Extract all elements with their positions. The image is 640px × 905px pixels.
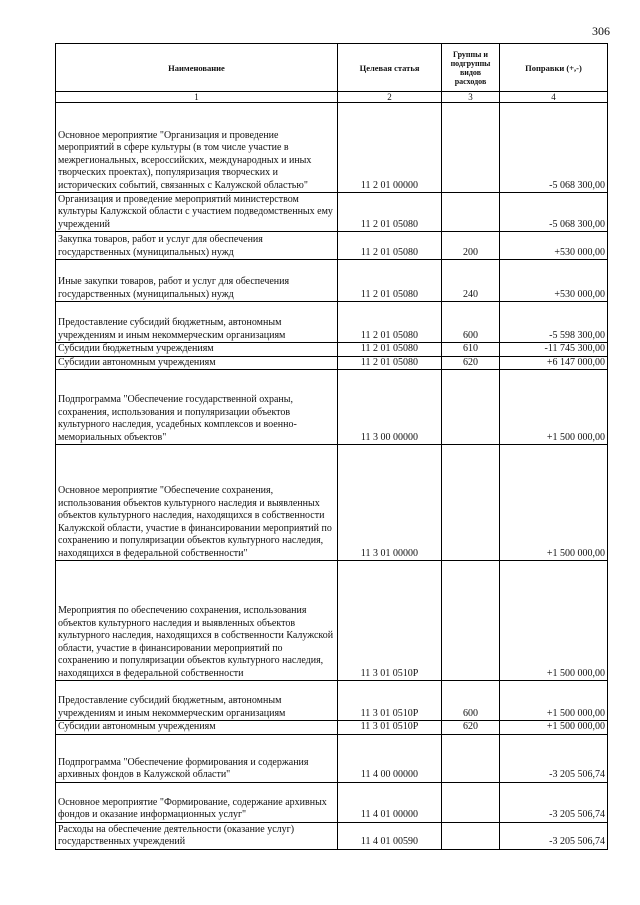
column-number: 4 <box>500 92 608 103</box>
row-name: Мероприятия по обеспечению сохранения, использования объектов культурного наследия и выявленных объектов культурного наследия, находящихся в собственности Калужской области, участие в финансировании мероприятий по сохранению и популяризации объектов культурного наследия, находящихся в федеральной собственности <box>56 561 338 681</box>
row-target-article: 11 2 01 00000 <box>338 103 442 193</box>
row-name: Субсидии бюджетным учреждениям <box>56 343 338 357</box>
row-amount: +1 500 000,00 <box>500 370 608 445</box>
page-number: 306 <box>592 24 610 38</box>
row-expense-type: 620 <box>442 356 500 370</box>
row-target-article: 11 2 01 05080 <box>338 302 442 343</box>
table-row <box>56 356 608 370</box>
header-amendments: Поправки (+,-) <box>500 44 608 92</box>
budget-amendments-table <box>55 43 608 850</box>
row-target-article: 11 3 01 0510Р <box>338 561 442 681</box>
row-expense-type <box>442 734 500 782</box>
header-name: Наименование <box>56 44 338 92</box>
row-expense-type: 600 <box>442 681 500 721</box>
table-row <box>56 561 608 681</box>
row-target-article: 11 2 01 05080 <box>338 232 442 260</box>
table-row <box>56 103 608 193</box>
row-amount: +530 000,00 <box>500 260 608 302</box>
row-amount: +1 500 000,00 <box>500 681 608 721</box>
row-amount: -5 068 300,00 <box>500 103 608 193</box>
table-row <box>56 681 608 721</box>
row-target-article: 11 2 01 05080 <box>338 193 442 232</box>
row-target-article: 11 2 01 05080 <box>338 260 442 302</box>
row-expense-type <box>442 782 500 822</box>
table-row <box>56 302 608 343</box>
table-row <box>56 370 608 445</box>
row-target-article: 11 3 01 0510Р <box>338 721 442 735</box>
column-number: 1 <box>56 92 338 103</box>
row-target-article: 11 2 01 05080 <box>338 343 442 357</box>
row-expense-type <box>442 445 500 561</box>
row-amount: +6 147 000,00 <box>500 356 608 370</box>
row-name: Закупка товаров, работ и услуг для обеспечения государственных (муниципальных) нужд <box>56 232 338 260</box>
table-row <box>56 232 608 260</box>
row-amount: +1 500 000,00 <box>500 445 608 561</box>
row-name: Субсидии автономным учреждениям <box>56 356 338 370</box>
row-expense-type: 240 <box>442 260 500 302</box>
row-expense-type <box>442 822 500 849</box>
row-target-article: 11 4 01 00590 <box>338 822 442 849</box>
row-amount: +530 000,00 <box>500 232 608 260</box>
row-amount: -3 205 506,74 <box>500 734 608 782</box>
row-expense-type <box>442 103 500 193</box>
row-amount: +1 500 000,00 <box>500 721 608 735</box>
row-target-article: 11 3 00 00000 <box>338 370 442 445</box>
row-name: Иные закупки товаров, работ и услуг для обеспечения государственных (муниципальных) нужд <box>56 260 338 302</box>
row-target-article: 11 4 00 00000 <box>338 734 442 782</box>
row-name: Расходы на обеспечение деятельности (оказание услуг) государственных учреждений <box>56 822 338 849</box>
row-target-article: 11 4 01 00000 <box>338 782 442 822</box>
table-row <box>56 193 608 232</box>
column-number: 2 <box>338 92 442 103</box>
row-target-article: 11 2 01 05080 <box>338 356 442 370</box>
row-name: Основное мероприятие "Организация и проведение мероприятий в сфере культуры (в том числе участие в межрегиональных, всероссийских, международных и иных творческих проектах), популяризация творческих и исторических событий, связанных с Калужской областью" <box>56 103 338 193</box>
row-expense-type: 610 <box>442 343 500 357</box>
row-name: Предоставление субсидий бюджетным, автономным учреждениям и иным некоммерческим организациям <box>56 302 338 343</box>
table-row <box>56 260 608 302</box>
row-expense-type: 600 <box>442 302 500 343</box>
row-name: Организация и проведение мероприятий министерством культуры Калужской области с участием подведомственных ему учреждений <box>56 193 338 232</box>
row-name: Подпрограмма "Обеспечение формирования и содержания архивных фондов в Калужской области" <box>56 734 338 782</box>
row-target-article: 11 3 01 00000 <box>338 445 442 561</box>
row-expense-type <box>442 561 500 681</box>
row-name: Основное мероприятие "Формирование, содержание архивных фондов и оказание информационных услуг" <box>56 782 338 822</box>
row-amount: -5 598 300,00 <box>500 302 608 343</box>
row-name: Подпрограмма "Обеспечение государственной охраны, сохранения, использования и популяризации объектов культурного наследия, усадебных комплексов и военно-мемориальных объектов" <box>56 370 338 445</box>
table-row <box>56 822 608 849</box>
row-amount: -3 205 506,74 <box>500 782 608 822</box>
table-row <box>56 721 608 735</box>
row-expense-type: 200 <box>442 232 500 260</box>
table-row <box>56 782 608 822</box>
row-amount: -11 745 300,00 <box>500 343 608 357</box>
table-row <box>56 734 608 782</box>
table-row <box>56 445 608 561</box>
table-row <box>56 343 608 357</box>
table-header-row <box>56 44 608 92</box>
row-expense-type <box>442 370 500 445</box>
row-amount: -3 205 506,74 <box>500 822 608 849</box>
row-target-article: 11 3 01 0510Р <box>338 681 442 721</box>
row-expense-type <box>442 193 500 232</box>
header-target-article: Целевая статья <box>338 44 442 92</box>
row-name: Предоставление субсидий бюджетным, автономным учреждениям и иным некоммерческим организациям <box>56 681 338 721</box>
column-number-row <box>56 92 608 103</box>
column-number: 3 <box>442 92 500 103</box>
row-amount: +1 500 000,00 <box>500 561 608 681</box>
row-expense-type: 620 <box>442 721 500 735</box>
row-name: Основное мероприятие "Обеспечение сохранения, использования объектов культурного наследия и выявленных объектов культурного наследия, находящихся в собственности Калужской области, участие в финансировании мероприятий по сохранению и популяризации объектов культурного наследия, находящихся в федеральной собственности" <box>56 445 338 561</box>
header-expense-groups: Группы и подгруппы видов расходов <box>442 44 500 92</box>
row-name: Субсидии автономным учреждениям <box>56 721 338 735</box>
row-amount: -5 068 300,00 <box>500 193 608 232</box>
